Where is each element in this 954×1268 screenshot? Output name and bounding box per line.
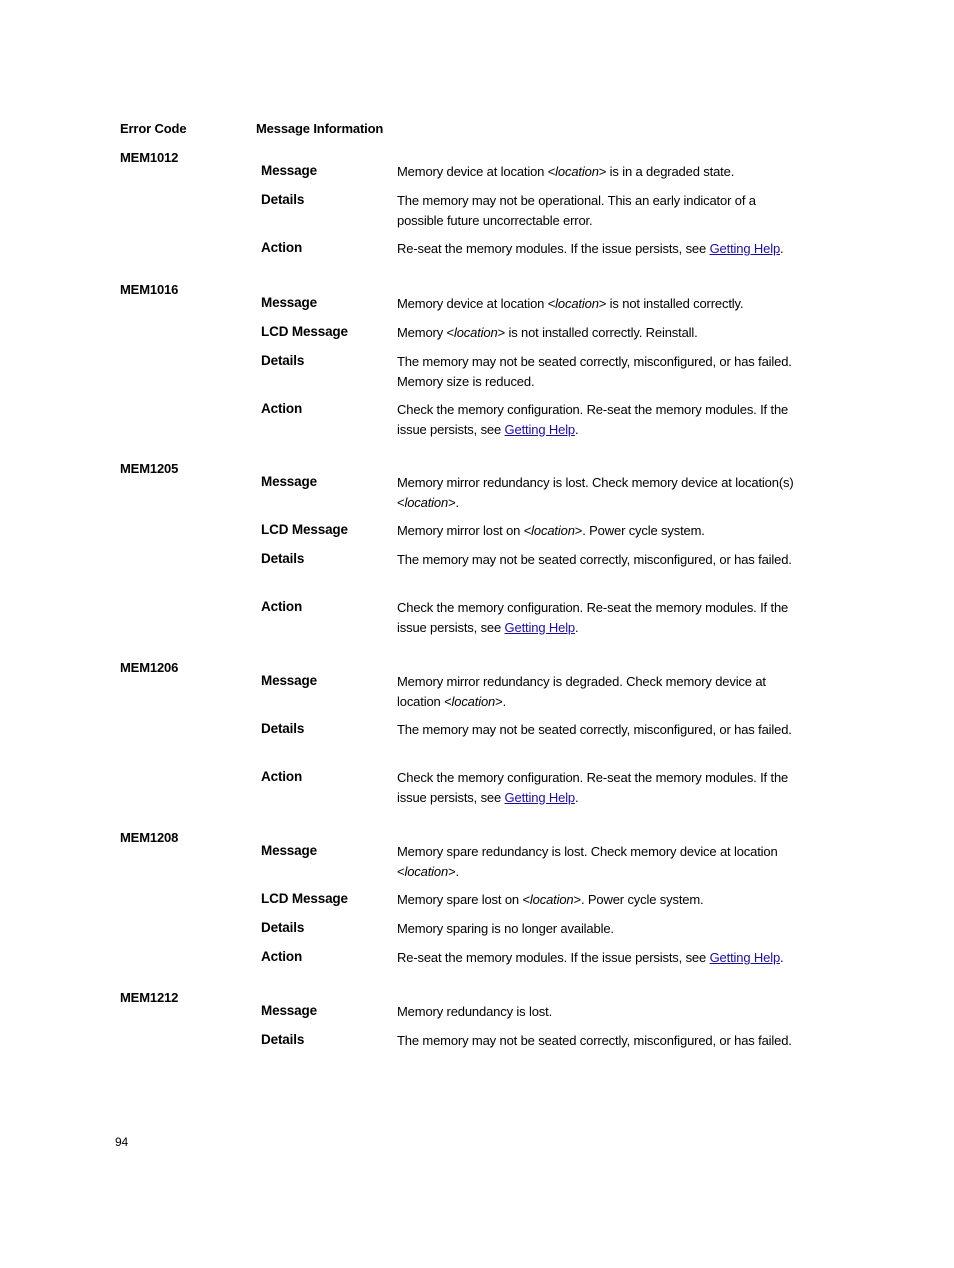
column-header-message-information: Message Information — [256, 121, 384, 136]
location-placeholder: location — [555, 164, 599, 179]
details-text: The memory may not be operational. This an early indicator of a possible future uncorrectable error. — [397, 193, 756, 228]
action-text: Check the memory configuration. Re-seat the memory modules. If the issue persists, see Getting Help. — [397, 600, 789, 635]
error-code: MEM1205 — [120, 461, 179, 476]
details-text: The memory may not be seated correctly, misconfigured, or has failed. — [397, 552, 792, 567]
message-text: Memory device at location <location> is not installed correctly. — [397, 296, 744, 311]
error-code: MEM1206 — [120, 660, 179, 675]
message-label: Message — [261, 673, 317, 688]
lcd-message-text: Memory <location> is not installed correctly. Reinstall. — [397, 325, 698, 340]
details-label: Details — [261, 920, 305, 935]
lcd-message-label: LCD Message — [261, 324, 348, 339]
getting-help-link[interactable]: Getting Help — [709, 241, 781, 256]
action-label: Action — [261, 401, 303, 416]
lcd-message-label: LCD Message — [261, 891, 348, 906]
lcd-message-text: Memory spare lost on <location>. Power cycle system. — [397, 892, 704, 907]
message-text: Memory redundancy is lost. — [397, 1004, 553, 1019]
details-label: Details — [261, 192, 305, 207]
message-text: Memory mirror redundancy is degraded. Check memory device at location <location>. — [397, 674, 766, 709]
action-label: Action — [261, 599, 303, 614]
getting-help-link[interactable]: Getting Help — [504, 789, 576, 805]
page-number: 94 — [115, 1135, 129, 1149]
error-code: MEM1016 — [120, 282, 179, 297]
message-label: Message — [261, 474, 317, 489]
details-text: Memory sparing is no longer available. — [397, 921, 614, 936]
details-text: The memory may not be seated correctly, misconfigured, or has failed. — [397, 722, 792, 737]
location-placeholder: location — [451, 693, 496, 709]
error-code: MEM1012 — [120, 150, 179, 165]
details-text: The memory may not be seated correctly, misconfigured, or has failed. — [397, 1033, 792, 1048]
details-text: The memory may not be seated correctly, misconfigured, or has failed. Memory size is reduced. — [397, 354, 792, 389]
message-label: Message — [261, 163, 317, 178]
details-label: Details — [261, 721, 305, 736]
location-placeholder: location — [555, 296, 599, 311]
message-text: Memory device at location <location> is in a degraded state. — [397, 164, 735, 179]
action-label: Action — [261, 769, 303, 784]
action-text: Re-seat the memory modules. If the issue persists, see Getting Help. — [397, 950, 784, 965]
getting-help-link[interactable]: Getting Help — [709, 950, 781, 965]
location-placeholder: location — [453, 325, 498, 340]
location-placeholder: location — [404, 863, 449, 879]
details-label: Details — [261, 353, 305, 368]
location-placeholder: location — [529, 892, 574, 907]
message-text: Memory mirror redundancy is lost. Check memory device at location(s) <location>. — [397, 475, 794, 510]
message-label: Message — [261, 295, 317, 310]
action-text: Check the memory configuration. Re-seat the memory modules. If the issue persists, see Getting Help. — [397, 402, 789, 437]
action-label: Action — [261, 240, 303, 255]
getting-help-link[interactable]: Getting Help — [504, 619, 576, 635]
message-label: Message — [261, 843, 317, 858]
column-header-error-code: Error Code — [120, 121, 187, 136]
lcd-message-text: Memory mirror lost on <location>. Power cycle system. — [397, 523, 705, 538]
location-placeholder: location — [404, 494, 449, 510]
error-code: MEM1208 — [120, 830, 179, 845]
error-code: MEM1212 — [120, 990, 179, 1005]
action-label: Action — [261, 949, 303, 964]
message-label: Message — [261, 1003, 317, 1018]
details-label: Details — [261, 1032, 305, 1047]
lcd-message-label: LCD Message — [261, 522, 348, 537]
action-text: Check the memory configuration. Re-seat the memory modules. If the issue persists, see Getting Help. — [397, 770, 789, 805]
details-label: Details — [261, 551, 305, 566]
message-text: Memory spare redundancy is lost. Check memory device at location <location>. — [397, 844, 778, 879]
action-text: Re-seat the memory modules. If the issue persists, see Getting Help. — [397, 241, 784, 256]
getting-help-link[interactable]: Getting Help — [504, 421, 576, 437]
location-placeholder: location — [531, 523, 575, 538]
